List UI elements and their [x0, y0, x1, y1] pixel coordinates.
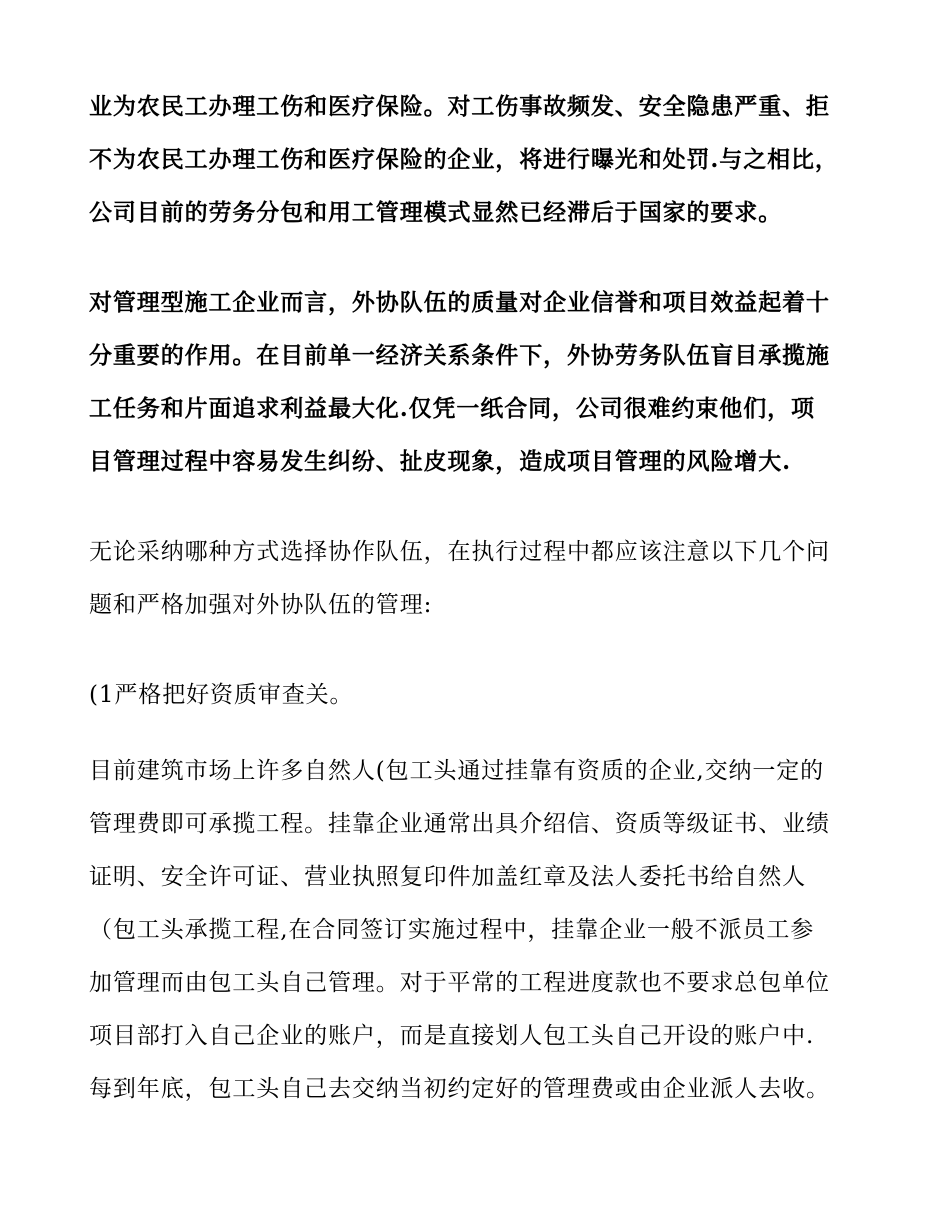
text-line: 每到年底，包工头自己去交纳当初约定好的管理费或由企业派人去收。	[89, 1076, 830, 1102]
section-heading-qualification-review	[89, 669, 353, 722]
text-line: 业为农民工办理工伤和医疗保险。对工伤事故频发、安全隐患严重、拒	[89, 93, 830, 120]
text-line: 目管理过程中容易发生纠纷、扯皮现象，造成项目管理的风险增大.	[89, 448, 792, 475]
text-line: （包工头承揽工程,在合同签订实施过程中，挂靠企业一般不派员工参	[89, 917, 815, 943]
text-line: 题和严格加强对外协队伍的管理:	[89, 592, 433, 618]
text-line: 工任务和片面追求利益最大化.仅凭一纸合同，公司很难约束他们，项	[89, 395, 815, 422]
text-line: 目前建筑市场上许多自然人(包工头通过挂靠有资质的企业,交纳一定的	[89, 758, 825, 784]
text-line: 加管理而由包工头自己管理。对于平常的工程进度款也不要求总包单位	[89, 970, 830, 996]
text-line: 不为农民工办理工伤和医疗保险的企业，将进行曝光和处罚.与之相比，	[89, 146, 839, 173]
paragraph-outsourced-team-quality	[89, 276, 830, 488]
text-line: 公司目前的劳务分包和用工管理模式显然已经滞后于国家的要求。	[89, 199, 783, 226]
text-line: 证明、安全许可证、营业执照复印件加盖红章及法人委托书给自然人	[89, 864, 806, 890]
paragraph-affiliation-practice	[89, 745, 830, 1116]
text-line: (1严格把好资质审查关。	[89, 682, 354, 708]
text-line: 项目部打入自己企业的账户，而是直接划人包工头自己开设的账户中.	[89, 1023, 815, 1049]
text-line: 分重要的作用。在目前单一经济关系条件下，外协劳务队伍盲目承揽施	[89, 342, 830, 369]
text-line: 管理费即可承揽工程。挂靠企业通常出具介绍信、资质等级证书、业绩	[89, 811, 830, 837]
text-line: 对管理型施工企业而言，外协队伍的质量对企业信誉和项目效益起着十	[89, 289, 830, 316]
text-line: 无论采纳哪种方式选择协作队伍，在执行过程中都应该注意以下几个问	[89, 539, 830, 565]
paragraph-labor-insurance	[89, 80, 839, 239]
paragraph-management-intro	[89, 526, 830, 632]
